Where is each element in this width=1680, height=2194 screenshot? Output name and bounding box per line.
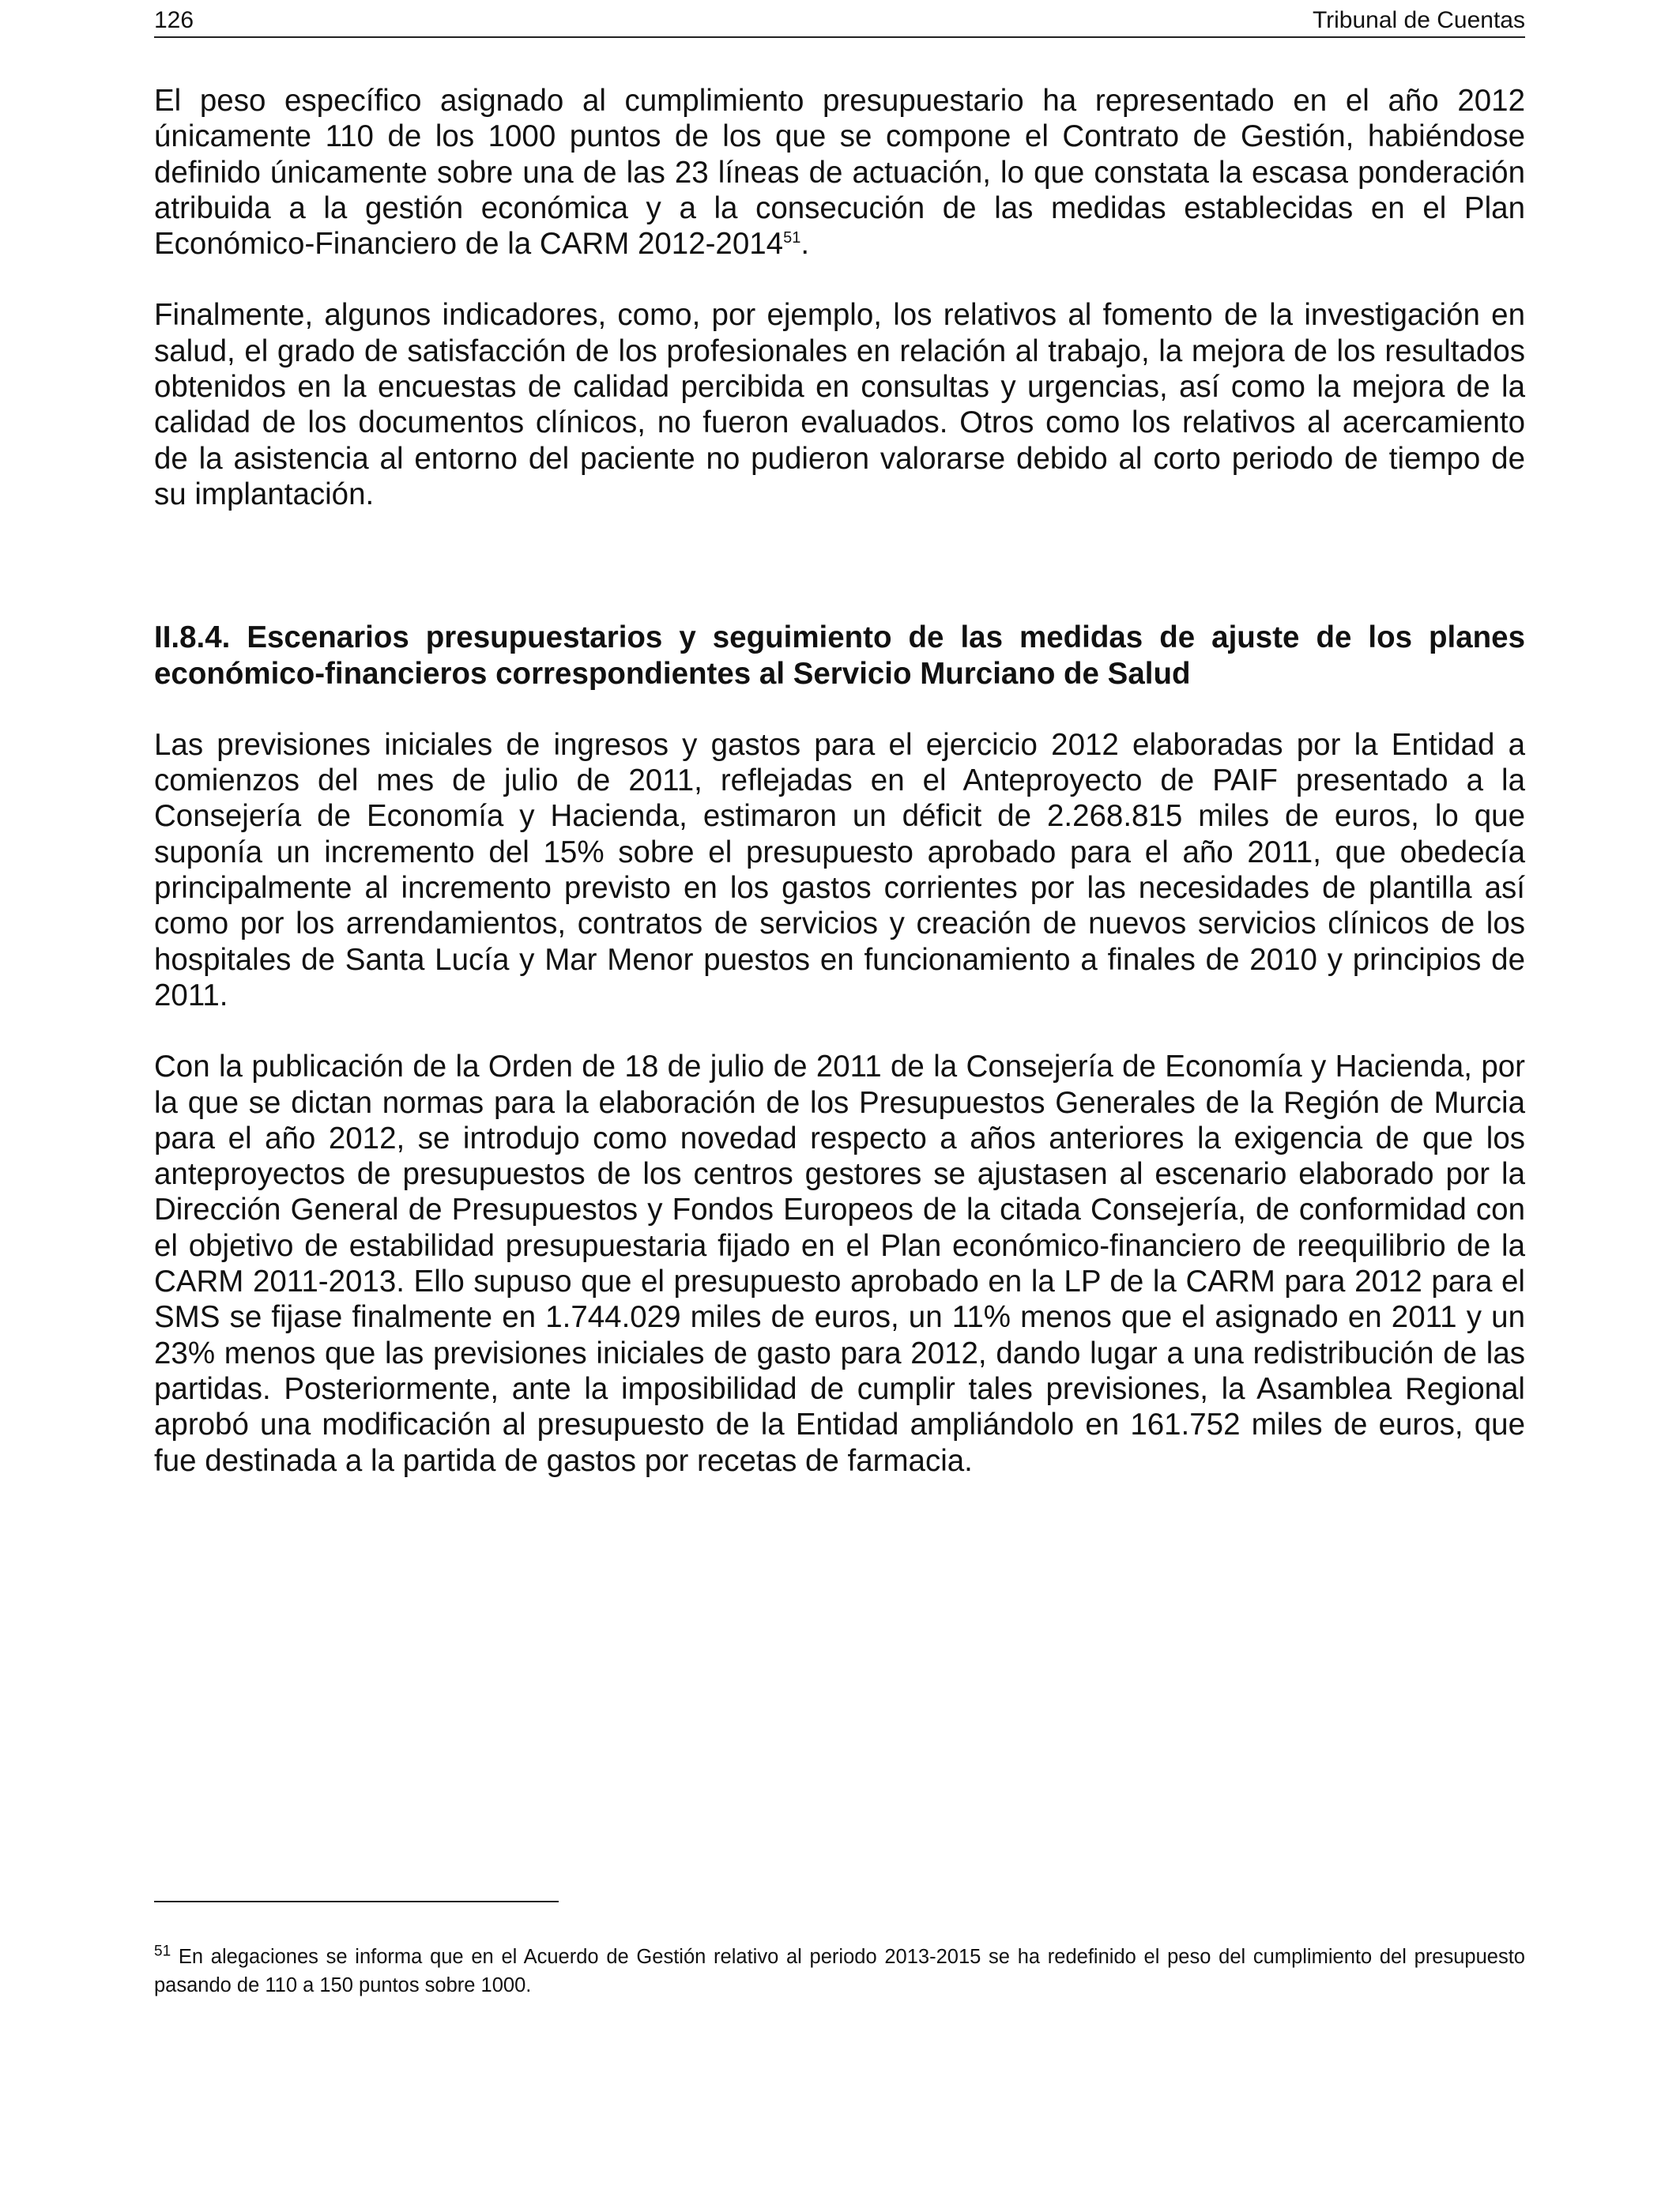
footnote-reference[interactable]: 51: [783, 229, 801, 247]
footnote-text: En alegaciones se informa que en el Acuerdo de Gestión relativo al periodo 2013-2015 se ha redefinido el peso del cumplimiento del presupuesto pasando de 110 a 150 puntos sobre 1000.: [154, 1946, 1525, 1996]
page-header: [154, 5, 1525, 38]
paragraph-1-end: .: [800, 227, 810, 262]
footnote-separator: [154, 1901, 559, 1902]
footnote: [154, 1943, 1525, 2000]
paragraph-2: Finalmente, algunos indicadores, como, por ejemplo, los relativos al fomento de la investigación en salud, el grado de satisfacción de los profesionales en relación al trabajo, la mejora de los resultados obtenidos en la encuestas de calidad percibida en consultas y urgencias, así como la mejora de la calidad de los documentos clínicos, no fueron evaluados. Otros como los relativos al acercamiento de la asistencia al entorno del paciente no pudieron valorarse debido al corto periodo de tiempo de su implantación.: [154, 298, 1525, 511]
section-heading: II.8.4. Escenarios presupuestarios y seguimiento de las medidas de ajuste de los planes económico-financieros correspondientes al Servicio Murciano de Salud: [154, 620, 1525, 691]
body-text: [154, 83, 1525, 1479]
paragraph-3: Las previsiones iniciales de ingresos y gastos para el ejercicio 2012 elaboradas por la Entidad a comienzos del mes de julio de 2011, reflejadas en el Anteproyecto de PAIF presentado a la Consejería de Economía y Hacienda, estimaron un déficit de 2.268.815 miles de euros, lo que suponía un incremento del 15% sobre el presupuesto aprobado para el año 2011, que obedecía principalmente al incremento previsto en los gastos corrientes por las necesidades de plantilla así como por los arrendamientos, contratos de servicios y creación de nuevos servicios clínicos de los hospitales de Santa Lucía y Mar Menor puestos en funcionamiento a finales de 2010 y principios de 2011.: [154, 727, 1525, 1012]
paragraph-1: [154, 83, 1525, 262]
footnote-number: 51: [154, 1943, 171, 1960]
header-organization: Tribunal de Cuentas: [1312, 7, 1525, 33]
paragraph-1-text: El peso específico asignado al cumplimiento presupuestario ha representado en el año 2012 únicamente 110 de los 1000 puntos de los que se compone el Contrato de Gestión, habiéndose definido únicamente sobre una de las 23 líneas de actuación, lo que constata la escasa ponderación atribuida a la gestión económica y a la consecución de las medidas establecidas en el Plan Económico-Financiero de la CARM 2012-2014: [154, 84, 1525, 262]
page-number: 126: [154, 7, 194, 33]
paragraph-4: Con la publicación de la Orden de 18 de julio de 2011 de la Consejería de Economía y Hacienda, por la que se dictan normas para la elaboración de los Presupuestos Generales de la Región de Murcia para el año 2012, se introdujo como novedad respecto a años anteriores la exigencia de que los anteproyectos de presupuestos de los centros gestores se ajustasen al escenario elaborado por la Dirección General de Presupuestos y Fondos Europeos de la citada Consejería, de conformidad con el objetivo de estabilidad presupuestaria fijado en el Plan económico-financiero de reequilibrio de la CARM 2011-2013. Ello supuso que el presupuesto aprobado en la LP de la CARM para 2012 para el SMS se fijase finalmente en 1.744.029 miles de euros, un 11% menos que el asignado en 2011 y un 23% menos que las previsiones iniciales de gasto para 2012, dando lugar a una redistribución de las partidas. Posteriormente, ante la imposibilidad de cumplir tales previsiones, la Asamblea Regional aprobó una modificación al presupuesto de la Entidad ampliándolo en 161.752 miles de euros, que fue destinada a la partida de gastos por recetas de farmacia.: [154, 1050, 1525, 1478]
